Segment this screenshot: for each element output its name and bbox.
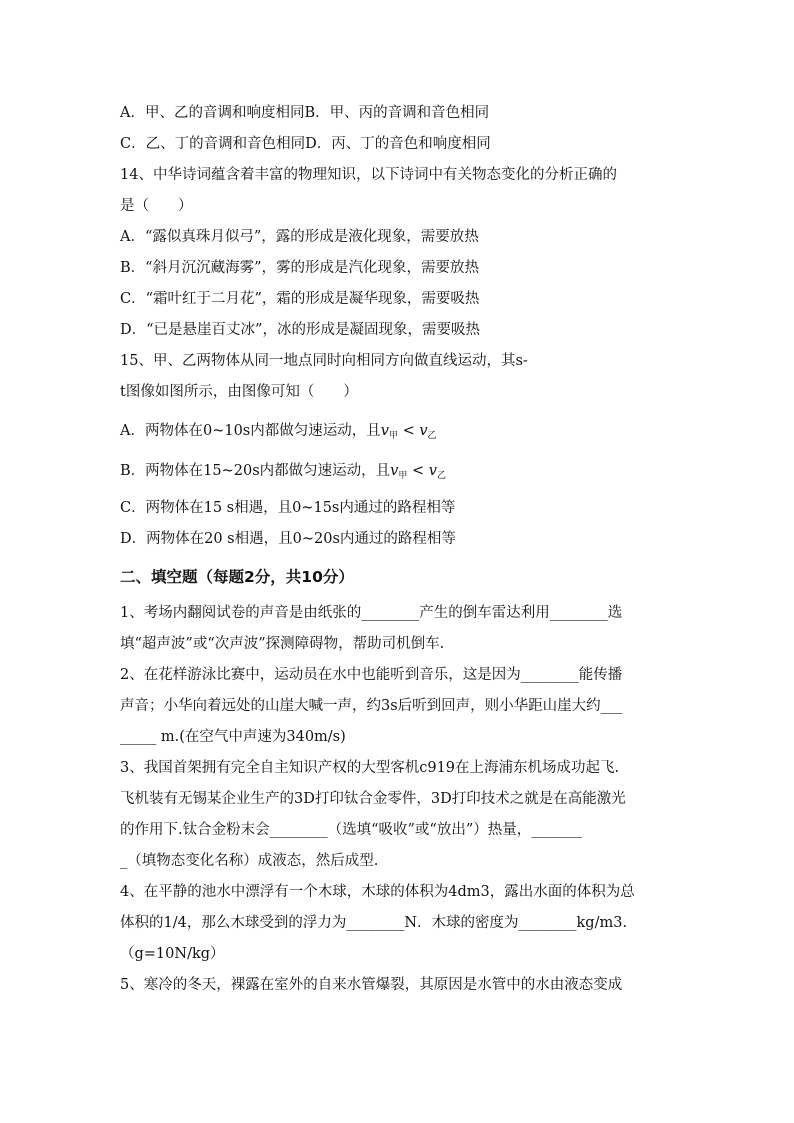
subscript-jia: 甲 — [398, 471, 408, 481]
fill-q3-line1: 3、我国首架拥有完全自主知识产权的大型客机c919在上海浦东机场成功起飞. — [120, 760, 620, 776]
fill-q2-line3: _____ m.(在空气中声速为340m/s) — [120, 729, 346, 745]
v-symbol: v — [380, 423, 389, 439]
q15-option-c: C．两物体在15 s相遇，且0~15s内通过的路程相等 — [120, 500, 456, 516]
subscript-yi: 乙 — [427, 431, 437, 441]
fill-q4-line2: 体积的1/4，那么木球受到的浮力为________N．木球的密度为________kg/m3. — [120, 915, 628, 931]
q13-option-c: C．乙、丁的音调和音色相同 — [120, 136, 306, 152]
less-than-sign: < — [397, 423, 420, 439]
section2-title: 二、填空题（每题2分，共10分） — [120, 568, 354, 586]
q15-option-b — [120, 461, 700, 486]
fill-q1-line1: 1、考场内翻阅试卷的声音是由纸张的________产生的倒车雷达利用________选 — [120, 605, 623, 621]
q15-stem-line1: 15、甲、乙两物体从同一地点同时向相同方向做直线运动，其s- — [120, 353, 528, 369]
q14-stem-line1: 14、中华诗词蕴含着丰富的物理知识，以下诗词中有关物态变化的分析正确的 — [120, 167, 617, 183]
fill-q2-line2: 声音；小华向着远处的山崖大喊一声，约3s后听到回声，则小华距山崖大约___ — [120, 698, 623, 714]
v-symbol: v — [390, 463, 399, 479]
fill-q5-line1: 5、寒冷的冬天，裸露在室外的自来水管爆裂，其原因是水管中的水由液态变成 — [120, 977, 623, 993]
q15-option-d: D．两物体在20 s相遇，且0~20s内通过的路程相等 — [120, 531, 456, 547]
q15-stem-line2: t图像如图所示，由图像可知（ ） — [120, 384, 358, 400]
subscript-yi: 乙 — [436, 471, 446, 481]
q15-option-a — [120, 421, 700, 446]
less-than-sign: < — [407, 463, 429, 479]
q13-option-d: D．丙、丁的音色和响度相同 — [305, 136, 491, 152]
v-symbol: v — [428, 463, 437, 479]
q13-option-b: B．甲、丙的音调和音色相同 — [304, 105, 490, 121]
q14-stem-line2: 是（ ） — [120, 198, 193, 214]
v-symbol: v — [419, 423, 428, 439]
q13-options-ab — [120, 103, 700, 123]
q14-option-c: C．“霜叶红于二月花”，霜的形成是凝华现象，需要吸热 — [120, 291, 480, 307]
fill-q3-line2: 飞机装有无锡某企业生产的3D打印钛合金零件，3D打印技术之就是在高能激光 — [120, 791, 626, 807]
fill-q4-line3: （g=10N/kg） — [120, 946, 225, 962]
fill-q2-line1: 2、在花样游泳比赛中，运动员在水中也能听到音乐，这是因为________能传播 — [120, 667, 623, 683]
q14-option-b: B．“斜月沉沉藏海雾”，雾的形成是汽化现象，需要放热 — [120, 260, 479, 276]
q15-option-a-text: A．两物体在0~10s内都做匀速运动，且 — [120, 423, 381, 439]
q14-option-a: A．“露似真珠月似弓”，露的形成是液化现象，需要放热 — [120, 229, 479, 245]
subscript-jia: 甲 — [388, 431, 398, 441]
fill-q4-line1: 4、在平静的池水中漂浮有一个木球，木球的体积为4dm3，露出水面的体积为总 — [120, 884, 635, 900]
q14-option-d: D．“已是悬崖百丈冰”，冰的形成是凝固现象，需要吸热 — [120, 322, 480, 338]
fill-q3-line3: 的作用下.钛合金粉末会________（选填“吸收”或“放出”）热量，_______ — [120, 822, 583, 838]
q15-option-b-text: B．两物体在15~20s内都做匀速运动，且 — [120, 463, 391, 479]
fill-q1-line2: 填“超声波”或“次声波”探测障碍物，帮助司机倒车. — [120, 636, 445, 652]
q13-option-a: A．甲、乙的音调和响度相同 — [120, 105, 305, 121]
q13-options-cd — [120, 134, 700, 154]
fill-q3-line4: _（填物态变化名称）成液态，然后成型. — [120, 853, 379, 869]
